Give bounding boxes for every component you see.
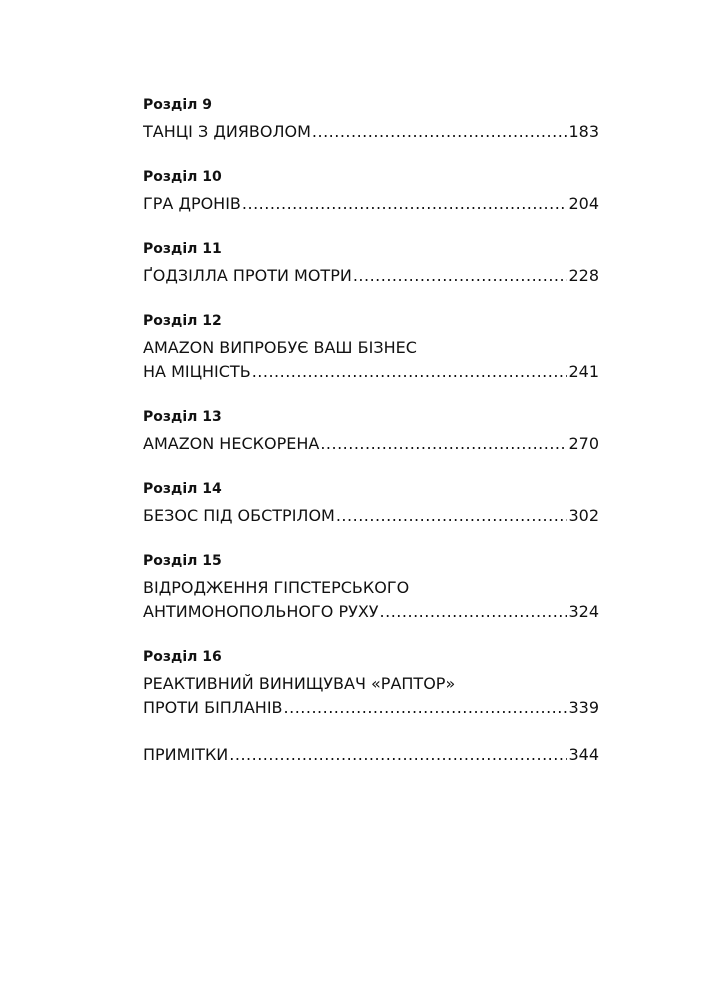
chapter-label: Розділ 12: [143, 313, 222, 329]
toc-entry[interactable]: [143, 600, 599, 624]
toc-entry[interactable]: [143, 743, 599, 767]
page-number: 344: [568, 745, 599, 764]
notes-title: ПРИМІТКИ: [143, 745, 229, 764]
toc-chapter-15: [143, 551, 599, 624]
toc-chapter-10: [143, 167, 599, 216]
dot-leader: [252, 360, 568, 384]
dot-leader: [336, 504, 568, 528]
chapter-title: ГРА ДРОНІВ: [143, 194, 241, 213]
chapter-title-line: РЕАКТИВНИЙ ВИНИЩУВАЧ «РАПТОР»: [143, 674, 456, 693]
toc-entry[interactable]: [143, 120, 599, 144]
dot-leader: [353, 264, 568, 288]
toc-entry[interactable]: [143, 264, 599, 288]
dot-leader: [380, 600, 568, 624]
chapter-label: Розділ 10: [143, 169, 222, 185]
chapter-label: Розділ 9: [143, 97, 212, 113]
chapter-title-line: AMAZON ВИПРОБУЄ ВАШ БІЗНЕС: [143, 338, 417, 357]
dot-leader: [312, 120, 568, 144]
toc-entry[interactable]: [143, 432, 599, 456]
page-number: 270: [568, 434, 599, 453]
toc-entry[interactable]: [143, 360, 599, 384]
dot-leader: [229, 743, 567, 767]
toc-entry[interactable]: [143, 192, 599, 216]
page-number: 183: [568, 122, 599, 141]
page-number: 302: [568, 506, 599, 525]
chapter-title: ПРОТИ БІПЛАНІВ: [143, 698, 283, 717]
chapter-title: ТАНЦІ З ДИЯВОЛОМ: [143, 122, 311, 141]
chapter-title-line: ВІДРОДЖЕННЯ ГІПСТЕРСЬКОГО: [143, 578, 410, 597]
toc-entry[interactable]: [143, 696, 599, 720]
page-number: 228: [568, 266, 599, 285]
dot-leader: [284, 696, 568, 720]
toc-chapter-12: [143, 311, 599, 384]
page-number: 324: [568, 602, 599, 621]
page-number: 204: [568, 194, 599, 213]
toc-notes: [143, 743, 599, 767]
chapter-label: Розділ 11: [143, 241, 222, 257]
toc-chapter-13: [143, 407, 599, 456]
chapter-title: АНТИМОНОПОЛЬНОГО РУХУ: [143, 602, 379, 621]
chapter-label: Розділ 14: [143, 481, 222, 497]
chapter-title: ҐОДЗІЛЛА ПРОТИ МОТРИ: [143, 266, 352, 285]
chapter-label: Розділ 16: [143, 649, 222, 665]
toc-entry[interactable]: [143, 504, 599, 528]
chapter-title: AMAZON НЕСКОРЕНА: [143, 434, 320, 453]
chapter-title: НА МІЦНІСТЬ: [143, 362, 251, 381]
dot-leader: [242, 192, 568, 216]
toc-chapter-14: [143, 479, 599, 528]
toc-chapter-16: [143, 647, 599, 720]
chapter-title: БЕЗОС ПІД ОБСТРІЛОМ: [143, 506, 335, 525]
chapter-label: Розділ 15: [143, 553, 222, 569]
dot-leader: [320, 432, 567, 456]
chapter-label: Розділ 13: [143, 409, 222, 425]
page-number: 339: [568, 698, 599, 717]
table-of-contents: [143, 95, 599, 790]
toc-chapter-11: [143, 239, 599, 288]
toc-chapter-9: [143, 95, 599, 144]
page-number: 241: [568, 362, 599, 381]
